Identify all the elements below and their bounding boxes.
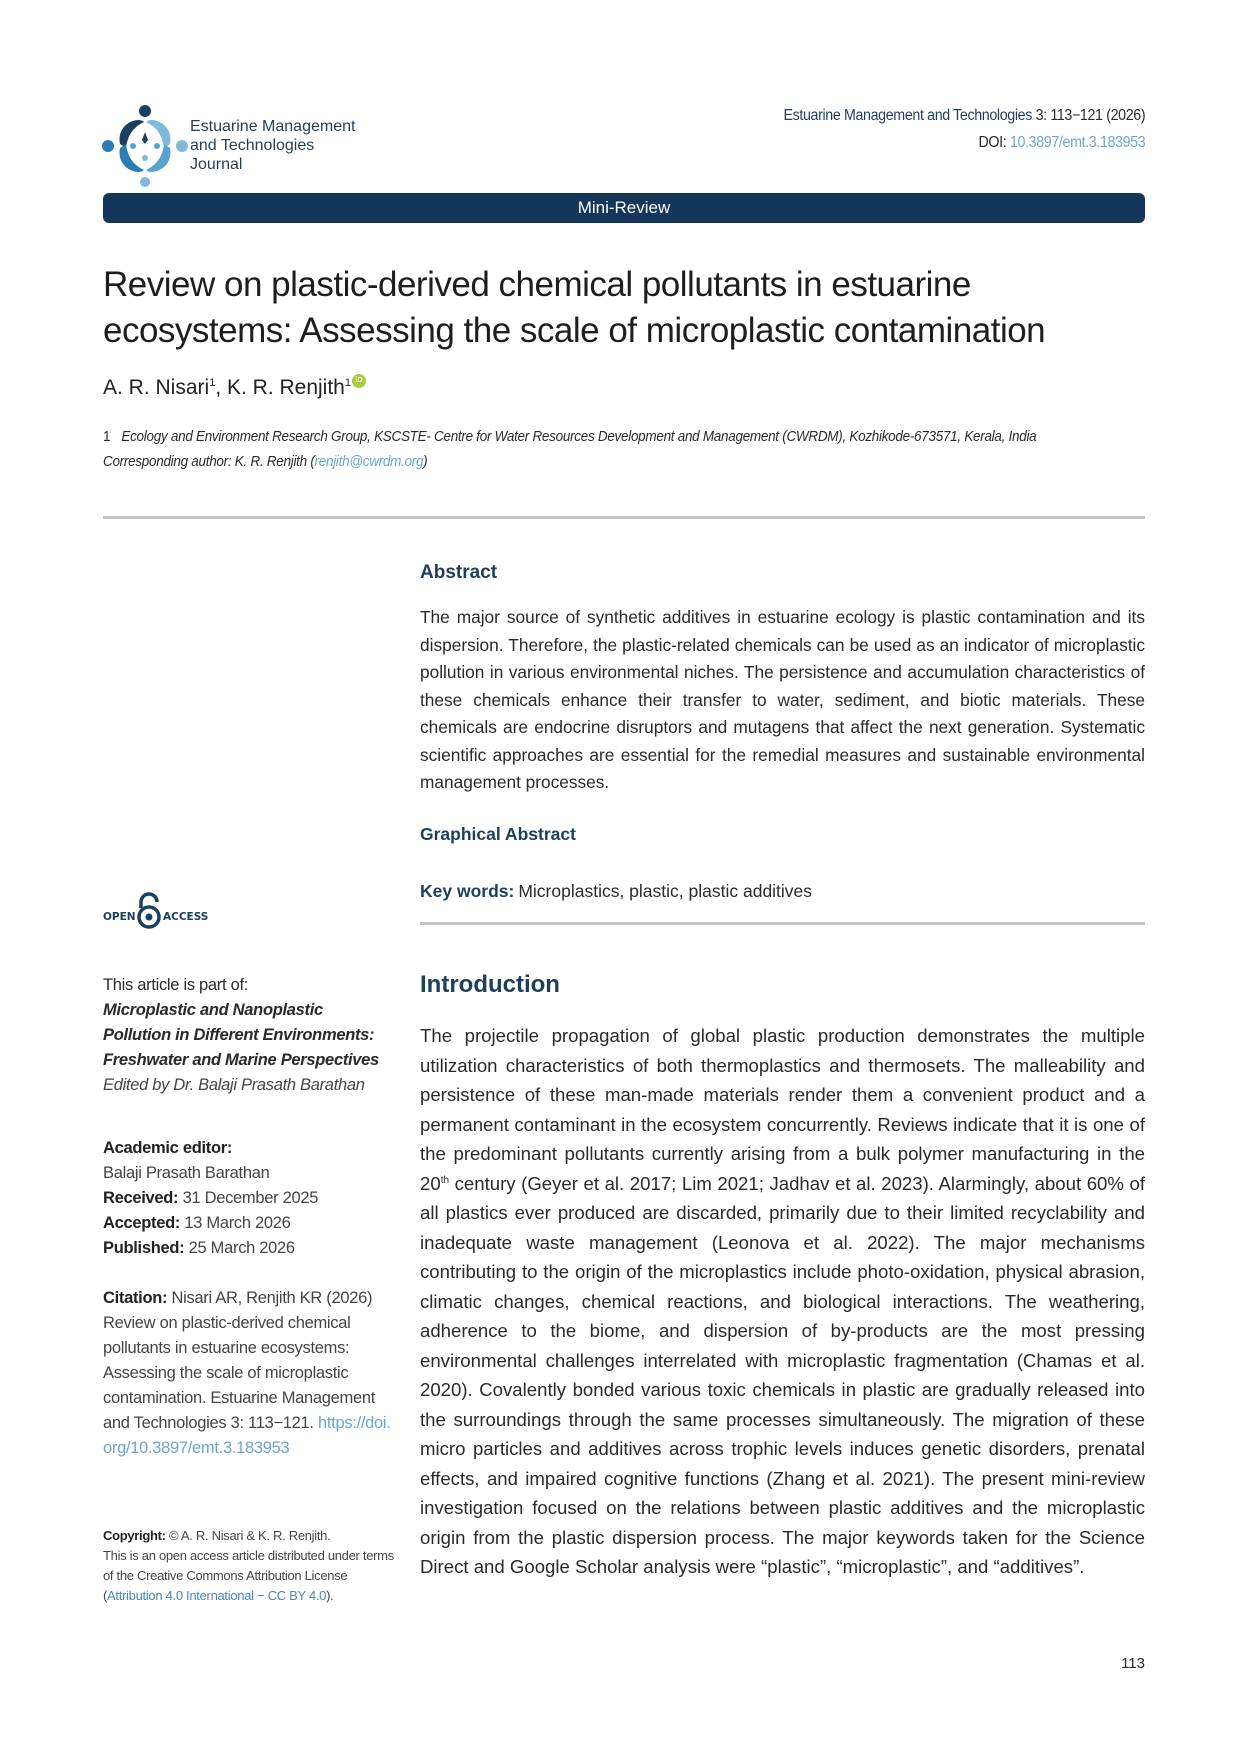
journal-name: Estuarine Management and Technologies <box>783 107 1032 124</box>
series-label: This article is part of: <box>103 976 249 994</box>
corresponding-close: ) <box>423 454 428 470</box>
graphical-abstract-heading: Graphical Abstract <box>420 824 576 844</box>
doi-label: DOI: <box>978 134 1007 151</box>
series-info <box>103 973 393 1098</box>
logo-line: Journal <box>190 156 243 173</box>
keywords-label: Key words: <box>420 881 515 901</box>
corresponding-label: Corresponding author: K. R. Renjith ( <box>103 454 315 470</box>
author-list <box>103 374 366 400</box>
corresponding-author <box>103 454 427 470</box>
open-access-right-text: ACCESS <box>163 911 209 923</box>
author-separator: , <box>215 376 227 399</box>
affiliation <box>103 429 1036 445</box>
series-title[interactable]: Microplastic and Nanoplastic Pollution in Different Environments: Freshwater and Marine Perspectives <box>103 1001 379 1069</box>
license-close: ). <box>326 1588 334 1603</box>
journal-logo-icon <box>100 104 190 188</box>
accepted-date: 13 March 2026 <box>184 1214 291 1232</box>
article-dates <box>103 1136 393 1261</box>
abstract-heading: Abstract <box>420 562 498 583</box>
copyright-holder: © A. R. Nisari & K. R. Renjith. <box>169 1528 331 1543</box>
series-editor: Edited by Dr. Balaji Prasath Barathan <box>103 1076 365 1094</box>
copyright <box>103 1526 403 1606</box>
logo-line: Estuarine Management <box>190 118 356 135</box>
author-affiliation-marker: 1 <box>209 377 216 389</box>
doi-line <box>978 134 1145 152</box>
abstract-text: The major source of synthetic additives in estuarine ecology is plastic contamination and its dispersion. Therefore, the plastic-related chemicals can be used as an indicator of microplastic pollution in various environmental niches. The persistence and accumulation characteristics of these chemicals enhance their transfer to water, sediment, and biotic materials. These chemicals are endocrine disruptors and mutagens that affect the next generation. Systematic scientific approaches are essential for the remedial measures and sustainable environmental management processes. <box>420 607 1145 792</box>
received-label: Received: <box>103 1189 179 1207</box>
author-affiliation-marker: 1 <box>344 377 351 389</box>
author-name: A. R. Nisari <box>103 376 210 399</box>
journal-reference <box>783 107 1145 125</box>
accepted-label: Accepted: <box>103 1214 181 1232</box>
open-access-badge <box>103 890 223 934</box>
license-link[interactable]: Attribution 4.0 International − CC BY 4.0 <box>107 1588 327 1603</box>
orcid-icon[interactable]: iD <box>352 374 366 388</box>
received-date: 31 December 2025 <box>182 1189 319 1207</box>
article-title: Review on plastic-derived chemical pollutants in estuarine ecosystems: Assessing the scale of microplastic contamination <box>103 265 1046 350</box>
published-label: Published: <box>103 1239 185 1257</box>
citation <box>103 1286 393 1461</box>
journal-logo-text <box>190 117 355 174</box>
corresponding-email-link[interactable]: renjith@cwrdm.org <box>314 454 424 470</box>
logo-line: and Technologies <box>190 137 315 154</box>
superscript: th <box>440 1174 450 1186</box>
open-access-left-text: OPEN <box>103 911 136 923</box>
volume-pages-year: 3: 113−121 (2026) <box>1035 107 1145 124</box>
introduction-heading: Introduction <box>420 971 560 998</box>
copyright-label: Copyright: <box>103 1528 166 1543</box>
license-text: This is an open access article distributed under terms of the Creative Commons Attribution License ( <box>103 1548 394 1603</box>
doi-link[interactable]: 10.3897/emt.3.183953 <box>1009 134 1145 151</box>
academic-editor-name: Balaji Prasath Barathan <box>103 1164 270 1182</box>
intro-text-part: century (Geyer et al. 2017; Lim 2021; Jadhav et al. 2023). Alarmingly, about 60% of all plastics ever produced are discarded, primarily due to their limited recyclability and inadequate waste management (Leonova et al. 2022). The major mechanisms contributing to the origin of the microplastics include photo-oxidation, physical abrasion, climatic changes, chemical reactions, and biological interactions. The weathering, adherence to the biome, and dispersion of by-products are the most pressing environmental challenges interrelated with microplastic fragmentation (Chamas et al. 2020). Covalently bonded various toxic chemicals in plastic are gradually released into the surroundings through the same processes simultaneously. The migration of these micro particles and additives across trophic levels induces genetic disorders, prenatal effects, and impaired cognitive functions (Zhang et al. 2021). The present mini-review investigation focused on the relations between plastic additives and the microplastic origin from the plastic dispersion process. The major keywords taken for the Science Direct and Google Scholar analysis were “plastic”, “microplastic”, and “additives”. <box>420 1172 1145 1577</box>
author-name: K. R. Renjith <box>226 376 345 399</box>
intro-text-part: The projectile propagation of global plastic production demonstrates the multiple utilization characteristics of both thermoplastics and thermosets. The malleability and persistence of these man-made materials render them a convenient product and a permanent contaminant in the ecosystem concurrently. Reviews indicate that it is one of the predominant pollutants currently arising from a bulk polymer manufacturing in the 20 <box>420 1025 1145 1194</box>
divider <box>420 922 1145 925</box>
open-lock-icon <box>139 894 159 927</box>
page-number: 113 <box>1121 1655 1145 1672</box>
published-date: 25 March 2026 <box>188 1239 295 1257</box>
divider <box>103 516 1145 519</box>
citation-text: Nisari AR, Renjith KR (2026) Review on plastic-derived chemical pollutants in estuarine ecosystems: Assessing the scale of microplastic contamination. Estuarine Management and Technologies 3: 113−121. <box>103 1289 375 1432</box>
introduction-text <box>420 1021 1145 1582</box>
affiliation-number: 1 <box>103 429 111 445</box>
affiliation-text: Ecology and Environment Research Group, KSCSTE- Centre for Water Resources Development and Management (CWRDM), Kozhikode-673571, Kerala, India <box>121 429 1037 445</box>
article-type-banner: Mini-Review <box>103 193 1145 223</box>
citation-doi-link[interactable]: https://doi.org/10.3897/emt.3.183953 <box>103 1414 391 1457</box>
academic-editor-label: Academic editor: <box>103 1139 233 1157</box>
keywords <box>420 881 812 902</box>
keywords-value: Microplastics, plastic, plastic additives <box>518 881 813 901</box>
citation-label: Citation: <box>103 1289 168 1307</box>
